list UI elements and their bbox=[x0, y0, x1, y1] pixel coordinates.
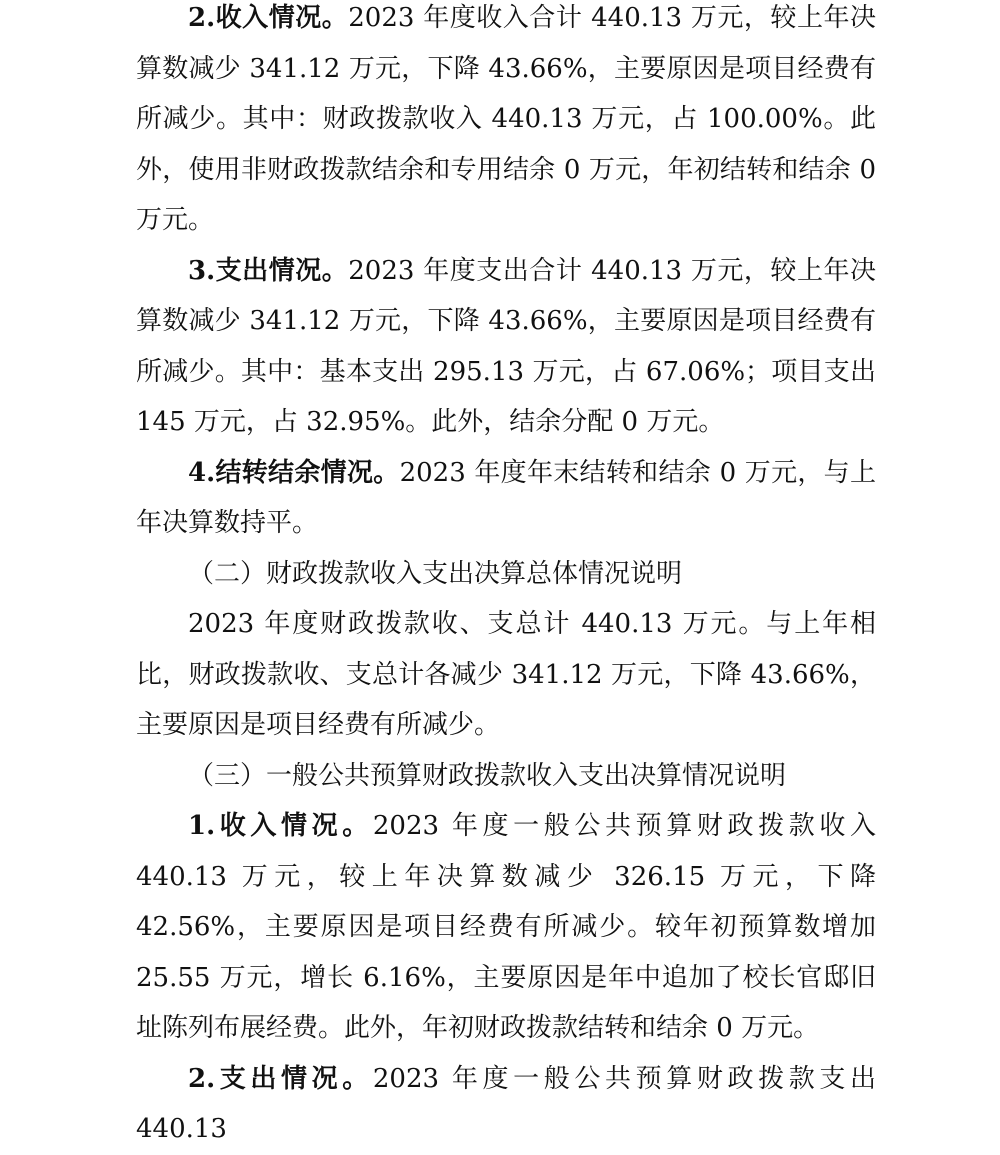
paragraph-text: 2023 年度支出合计 440.13 万元，较上年决算数减少 341.12 万元，下降 43.66%，主要原因是项目经费有所减少。其中：基本支出 295.13 万元，占 67.06%；项目支出 145 万元，占 32.95%。此外，结余分配 0 万元。 bbox=[136, 255, 876, 437]
paragraph-lead: 1.收入情况。 bbox=[188, 811, 373, 841]
paragraph-income bbox=[136, 0, 876, 246]
paragraph-fiscal-overview: 2023 年度财政拨款收、支总计 440.13 万元。与上年相比，财政拨款收、支总计各减少 341.12 万元，下降 43.66%，主要原因是项目经费有所减少。 bbox=[136, 609, 876, 740]
section-heading-general-budget: （三）一般公共预算财政拨款收入支出决算情况说明 bbox=[188, 760, 787, 791]
section-heading-fiscal-overview: （二）财政拨款收入支出决算总体情况说明 bbox=[188, 558, 683, 589]
paragraph-lead: 4.结转结余情况。 bbox=[188, 457, 400, 488]
paragraph-general-budget-income bbox=[136, 801, 876, 1054]
paragraph-expenditure bbox=[136, 246, 876, 448]
paragraph-general-budget-expenditure bbox=[136, 1054, 876, 1155]
paragraph-lead: 2.收入情况。 bbox=[188, 3, 349, 33]
paragraph-carryover bbox=[136, 448, 876, 549]
paragraph-text: 2023 年度年末结转和结余 0 万元，与上年决算数持平。 bbox=[136, 457, 876, 538]
paragraph-text: 2023 年度一般公共预算财政拨款收入 440.13 万元，较上年决算数减少 326.15 万元，下降 42.56%，主要原因是项目经费有所减少。较年初预算数增加 25.55 万元，增长 6.16%，主要原因是年中追加了校长官邸旧址陈列布展经费。此外，年初财政拨款结转和结余 0 万元。 bbox=[136, 811, 876, 1043]
paragraph-text: 2023 年度一般公共预算财政拨款支出 440.13 bbox=[136, 1063, 876, 1144]
paragraph-lead: 2.支出情况。 bbox=[188, 1063, 373, 1094]
document-body bbox=[136, 0, 876, 1155]
paragraph-lead: 3.支出情况。 bbox=[188, 255, 349, 286]
paragraph-text: 2023 年度收入合计 440.13 万元，较上年决算数减少 341.12 万元，下降 43.66%，主要原因是项目经费有所减少。其中：财政拨款收入 440.13 万元，占 100.00%。此外，使用非财政拨款结余和专用结余 0 万元，年初结转和结余 0 万元。 bbox=[136, 3, 876, 235]
